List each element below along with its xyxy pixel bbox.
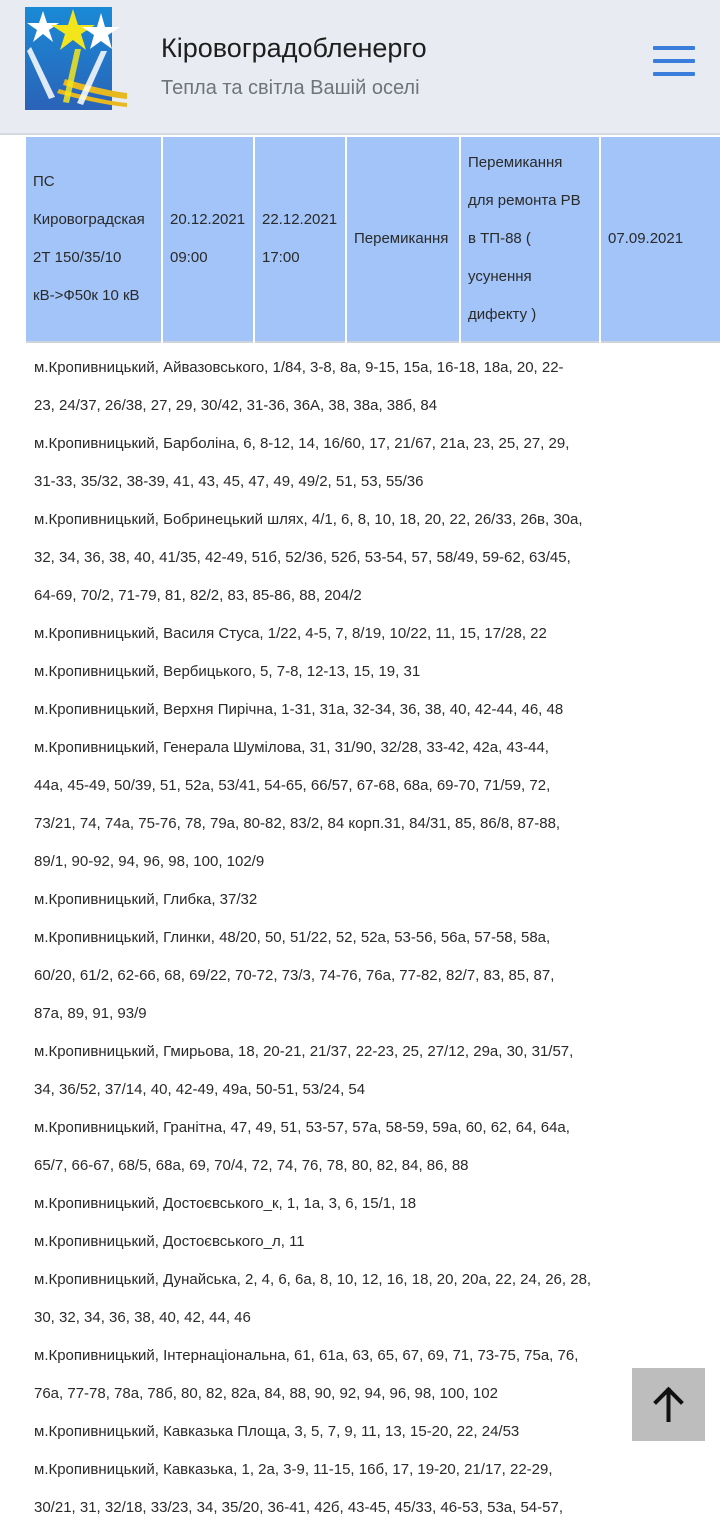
outage-table: [26, 137, 720, 343]
list-item: м.Кропивницький, Достоєвського_л, 11: [34, 1233, 305, 1250]
list-item: 32, 34, 36, 38, 40, 41/35, 42-49, 51б, 52/36, 52б, 53-54, 57, 58/49, 59-62, 63/45,: [34, 549, 571, 566]
list-item: м.Кропивницький, Кавказька Площа, 3, 5, 7, 9, 11, 13, 15-20, 22, 24/53: [34, 1423, 520, 1440]
site-logo[interactable]: [25, 7, 127, 110]
outage-type-cell: Перемикання: [346, 137, 460, 342]
date-cell: 07.09.2021: [600, 137, 720, 342]
site-header: [0, 0, 720, 135]
list-item: м.Кропивницький, Кавказька, 1, 2а, 3-9, 11-15, 16б, 17, 19-20, 21/17, 22-29,: [34, 1461, 553, 1478]
list-item: м.Кропивницький, Барболіна, 6, 8-12, 14, 16/60, 17, 21/67, 21а, 23, 25, 27, 29,: [34, 435, 570, 452]
list-item: м.Кропивницький, Вербицького, 5, 7-8, 12-13, 15, 19, 31: [34, 663, 421, 680]
list-item: 87а, 89, 91, 93/9: [34, 1005, 147, 1022]
stars-logo-icon: [25, 7, 127, 110]
list-item: м.Кропивницький, Глибка, 37/32: [34, 891, 258, 908]
substation-cell: ПС Кировоградская 2Т 150/35/10 кВ->Ф50к 10 кВ: [26, 137, 162, 342]
list-item: м.Кропивницький, Глинки, 48/20, 50, 51/22, 52, 52а, 53-56, 56а, 57-58, 58а,: [34, 929, 551, 946]
list-item: м.Кропивницький, Гранітна, 47, 49, 51, 53-57, 57а, 58-59, 59а, 60, 62, 64, 64а,: [34, 1119, 570, 1136]
list-item: 89/1, 90-92, 94, 96, 98, 100, 102/9: [34, 853, 265, 870]
list-item: 34, 36/52, 37/14, 40, 42-49, 49а, 50-51, 53/24, 54: [34, 1081, 366, 1098]
list-item: м.Кропивницький, Інтернаціональна, 61, 61а, 63, 65, 67, 69, 71, 73-75, 75а, 76,: [34, 1347, 579, 1364]
list-item: м.Кропивницький, Генерала Шумілова, 31, 31/90, 32/28, 33-42, 42а, 43-44,: [34, 739, 549, 756]
arrow-up-icon: [632, 1368, 705, 1441]
scroll-to-top-button[interactable]: [632, 1368, 705, 1441]
list-item: 76а, 77-78, 78а, 78б, 80, 82, 82а, 84, 88, 90, 92, 94, 96, 98, 100, 102: [34, 1385, 498, 1402]
list-item: 64-69, 70/2, 71-79, 81, 82/2, 83, 85-86, 88, 204/2: [34, 587, 362, 604]
list-item: м.Кропивницький, Достоєвського_к, 1, 1а, 3, 6, 15/1, 18: [34, 1195, 417, 1212]
list-item: 73/21, 74, 74а, 75-76, 78, 79а, 80-82, 83/2, 84 корп.31, 84/31, 85, 86/8, 87-88,: [34, 815, 561, 832]
address-list: [34, 349, 604, 1527]
list-item: м.Кропивницький, Гмирьова, 18, 20-21, 21/37, 22-23, 25, 27/12, 29а, 30, 31/57,: [34, 1043, 574, 1060]
site-title[interactable]: Кіровоградобленерго: [161, 33, 427, 63]
list-item: м.Кропивницький, Василя Стуса, 1/22, 4-5, 7, 8/19, 10/22, 11, 15, 17/28, 22: [34, 625, 547, 642]
list-item: 30/21, 31, 32/18, 33/23, 34, 35/20, 36-41, 42б, 43-45, 45/33, 46-53, 53а, 54-57,: [34, 1499, 563, 1516]
start-time-cell: 20.12.2021 09:00: [162, 137, 254, 342]
list-item: 31-33, 35/32, 38-39, 41, 43, 45, 47, 49, 49/2, 51, 53, 55/36: [34, 473, 424, 490]
list-item: м.Кропивницький, Бобринецький шлях, 4/1, 6, 8, 10, 18, 20, 22, 26/33, 26в, 30а,: [34, 511, 583, 528]
list-item: 60/20, 61/2, 62-66, 68, 69/22, 70-72, 73/3, 74-76, 76а, 77-82, 82/7, 83, 85, 87,: [34, 967, 555, 984]
list-item: 30, 32, 34, 36, 38, 40, 42, 44, 46: [34, 1309, 251, 1326]
list-item: м.Кропивницький, Дунайська, 2, 4, 6, 6а, 8, 10, 12, 16, 18, 20, 20а, 22, 24, 26, 28,: [34, 1271, 592, 1288]
reason-cell: Перемикання для ремонта РВ в ТП-88 ( усунення дифекту ): [460, 137, 600, 342]
site-tagline: Тепла та світла Вашій оселі: [161, 77, 420, 99]
list-item: 44а, 45-49, 50/39, 51, 52а, 53/41, 54-65, 66/57, 67-68, 68а, 69-70, 71/59, 72,: [34, 777, 551, 794]
end-time-cell: 22.12.2021 17:00: [254, 137, 346, 342]
table-row: [26, 137, 720, 342]
list-item: 65/7, 66-67, 68/5, 68а, 69, 70/4, 72, 74, 76, 78, 80, 82, 84, 86, 88: [34, 1157, 469, 1174]
list-item: м.Кропивницький, Айвазовського, 1/84, 3-8, 8а, 9-15, 15а, 16-18, 18а, 20, 22-: [34, 359, 564, 376]
list-item: 23, 24/37, 26/38, 27, 29, 30/42, 31-36, 36А, 38, 38а, 38б, 84: [34, 397, 438, 414]
list-item: м.Кропивницький, Верхня Пирічна, 1-31, 31а, 32-34, 36, 38, 40, 42-44, 46, 48: [34, 701, 564, 718]
menu-button[interactable]: [651, 44, 697, 78]
